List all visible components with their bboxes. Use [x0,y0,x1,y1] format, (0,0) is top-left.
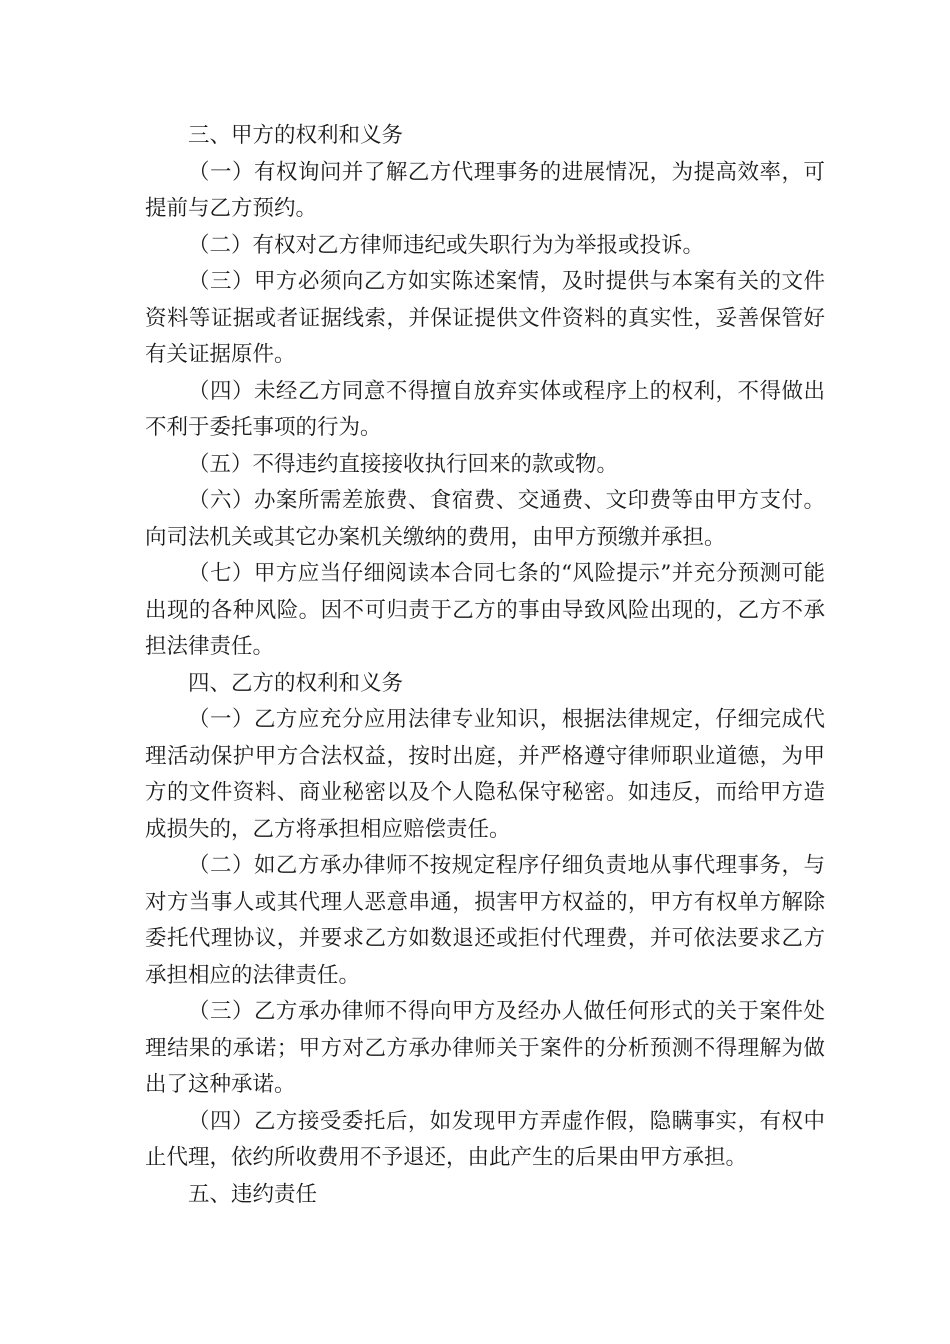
paragraph-4-1: （一）乙方应充分应用法律专业知识，根据法律规定，仔细完成代理活动保护甲方合法权益，按时出庭，并严格遵守律师职业道德，为甲方的文件资料、商业秘密以及个人隐私保守秘密。如违反，而给甲方造成损失的，乙方将承担相应赔偿责任。 [145,707,825,842]
paragraph-3-4: （四）未经乙方同意不得擅自放弃实体或程序上的权利，不得做出不利于委托事项的行为。 [145,378,825,440]
paragraph-4-2: （二）如乙方承办律师不按规定程序仔细负责地从事代理事务，与对方当事人或其代理人恶意串通，损害甲方权益的，甲方有权单方解除委托代理协议，并要求乙方如数退还或拒付代理费，并可依法要求乙方承担相应的法律责任。 [145,853,825,988]
paragraph-3-5: （五）不得违约直接接收执行回来的款或物。 [188,451,619,477]
paragraph-3-2: （二）有权对乙方律师违纪或失职行为为举报或投诉。 [188,232,705,258]
paragraph-3-6: （六）办案所需差旅费、食宿费、交通费、文印费等由甲方支付。向司法机关或其它办案机关缴纳的费用，由甲方预缴并承担。 [145,488,825,550]
paragraph-3-1: （一）有权询问并了解乙方代理事务的进展情况，为提高效率，可提前与乙方预约。 [145,159,825,221]
paragraph-4-4: （四）乙方接受委托后，如发现甲方弄虚作假，隐瞒事实，有权中止代理，依约所收费用不予退还，由此产生的后果由甲方承担。 [145,1108,825,1170]
section-heading-4: 四、乙方的权利和义务 [188,670,404,696]
document-body [145,118,825,1213]
paragraph-4-3: （三）乙方承办律师不得向甲方及经办人做任何形式的关于案件处理结果的承诺；甲方对乙方承办律师关于案件的分析预测不得理解为做出了这种承诺。 [145,999,825,1097]
paragraph-3-7: （七）甲方应当仔细阅读本合同七条的“风险提示”并充分预测可能出现的各种风险。因不可归责于乙方的事由导致风险出现的，乙方不承担法律责任。 [145,561,825,659]
section-heading-3: 三、甲方的权利和义务 [188,123,404,148]
paragraph-3-3: （三）甲方必须向乙方如实陈述案情，及时提供与本案有关的文件资料等证据或者证据线索，并保证提供文件资料的真实性，妥善保管好有关证据原件。 [145,269,825,367]
section-heading-5: 五、违约责任 [188,1181,318,1207]
